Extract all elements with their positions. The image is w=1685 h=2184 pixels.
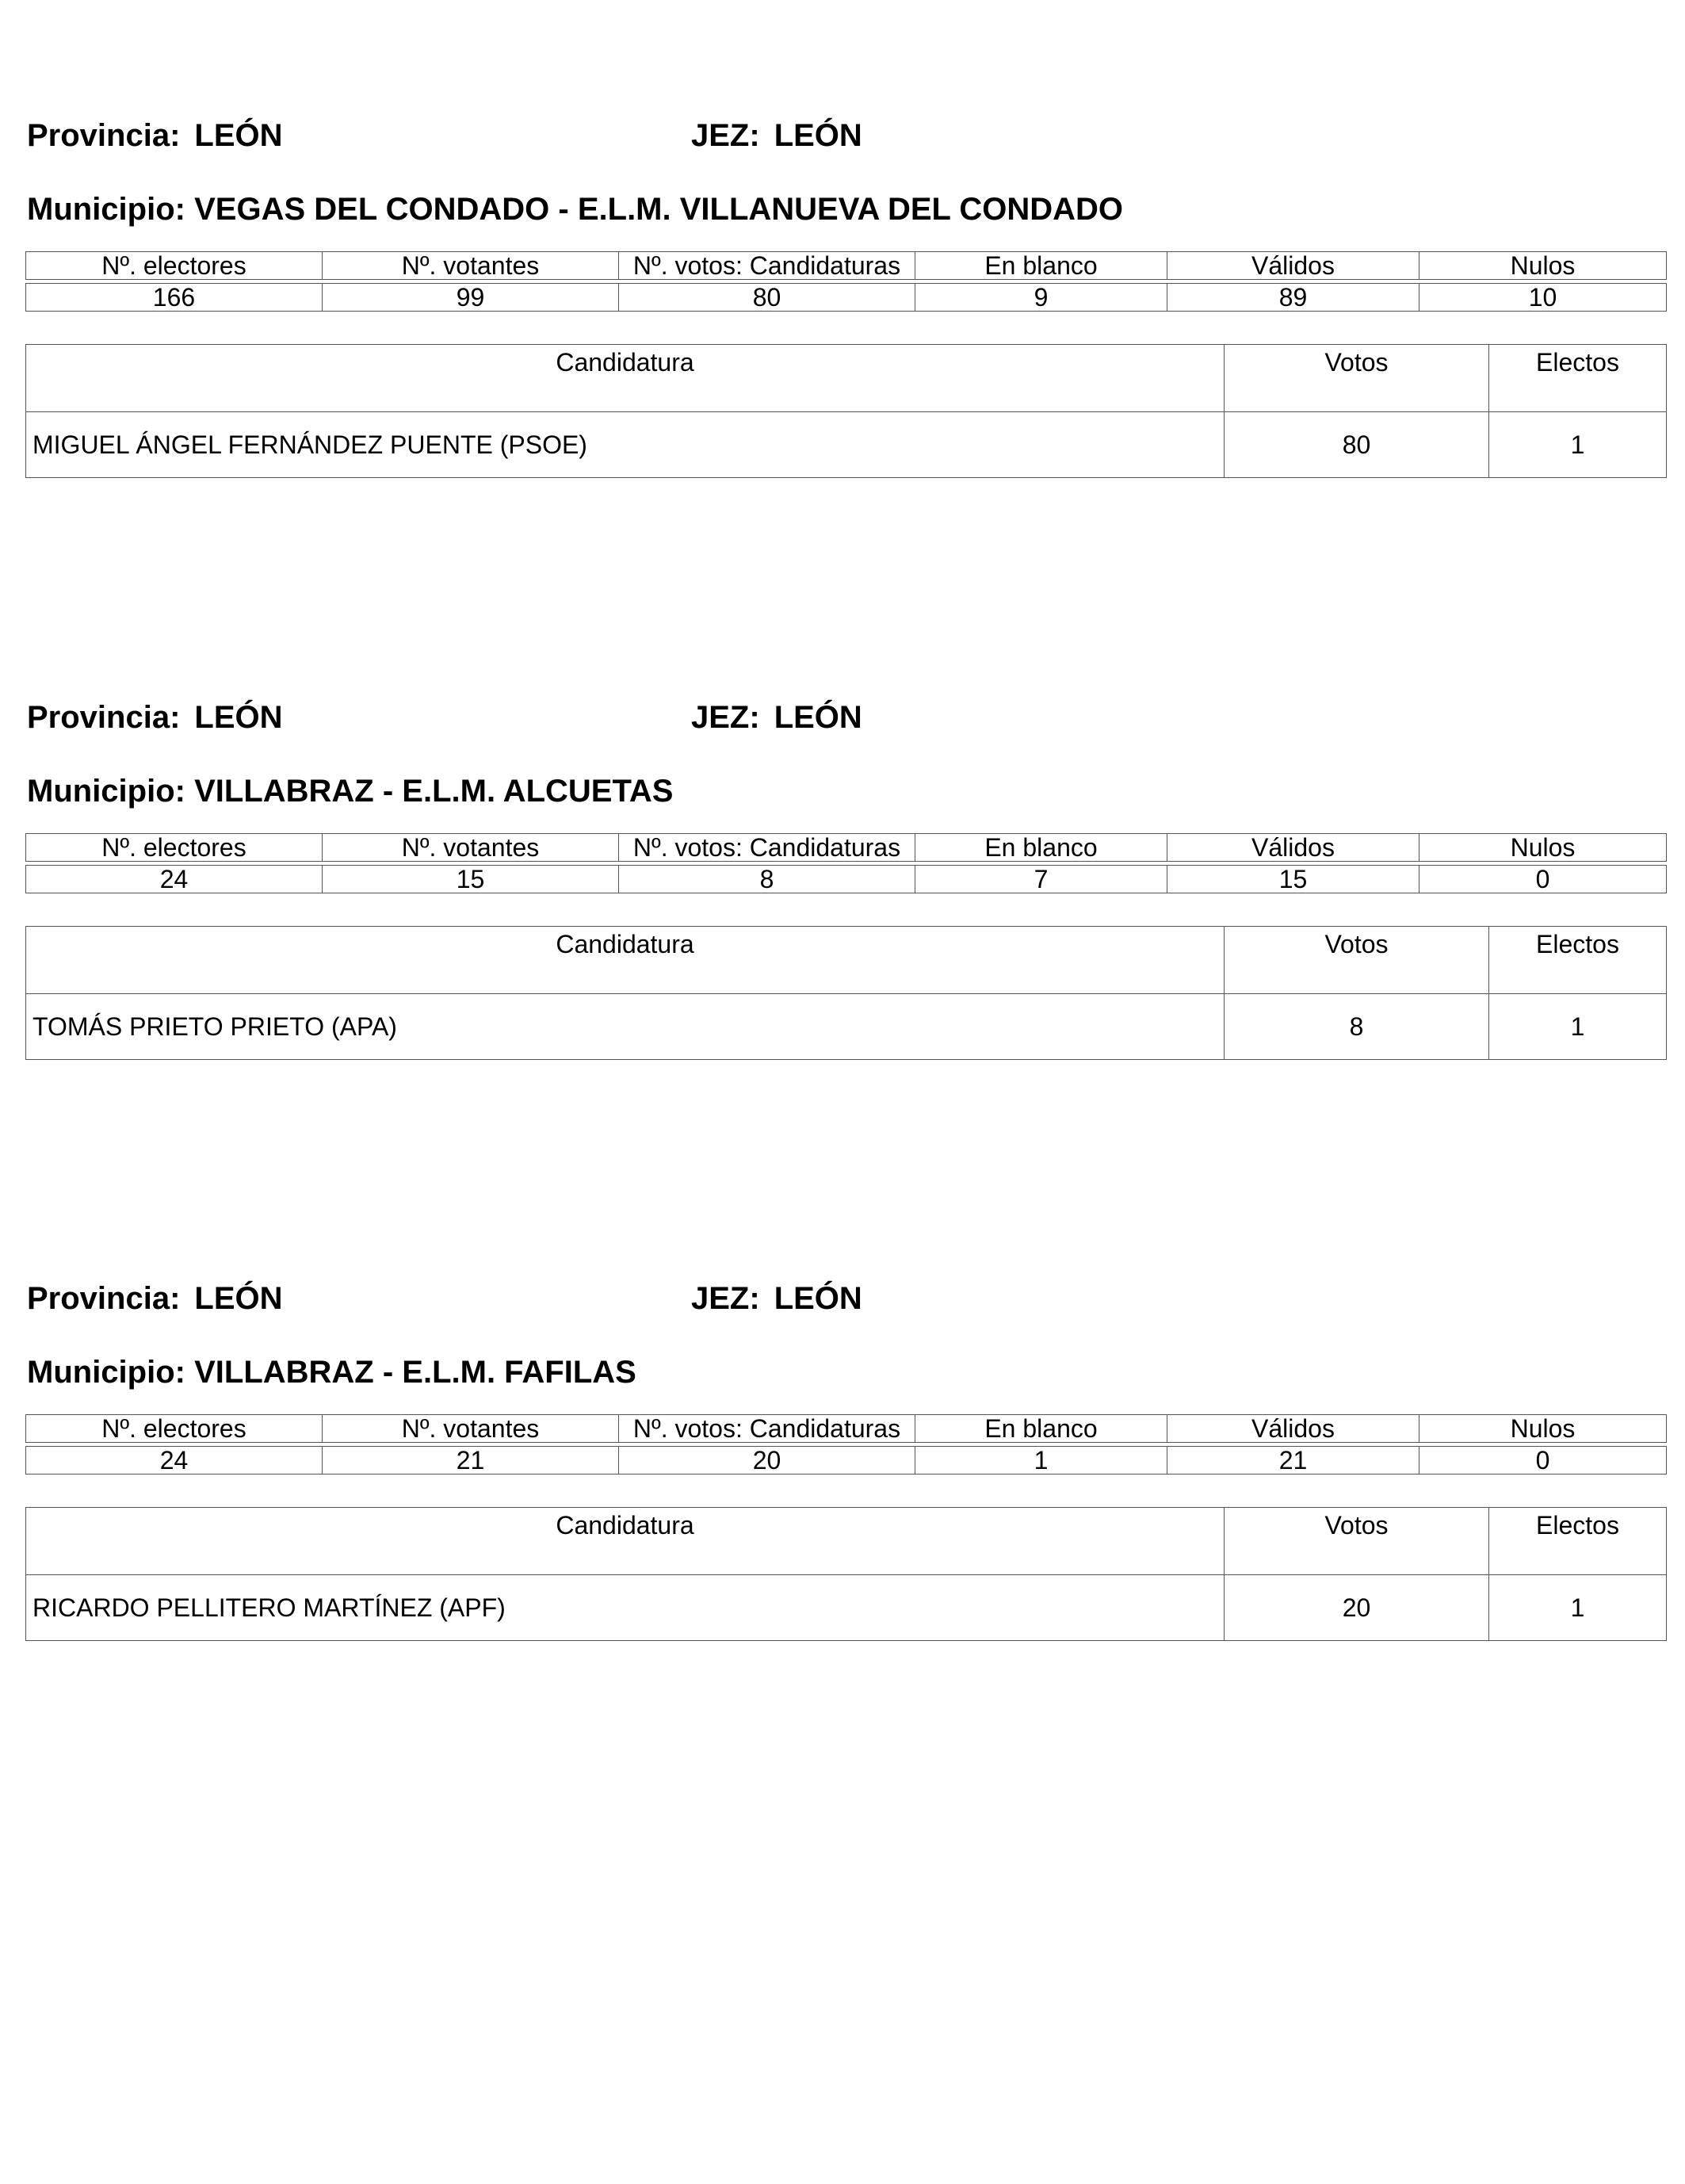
- stats-value-votos-candidaturas: 80: [619, 284, 915, 312]
- stats-header-nulos: Nulos: [1419, 1415, 1667, 1443]
- results-header-row: [26, 1508, 1667, 1575]
- candidate-electos: 1: [1489, 994, 1667, 1060]
- provincia-label: Provincia:: [27, 1281, 181, 1316]
- candidate-votos: 8: [1225, 994, 1489, 1060]
- stats-header-electores: Nº. electores: [26, 834, 323, 862]
- municipality-section-2: [25, 698, 1666, 1041]
- municipality-section-1: [25, 117, 1666, 459]
- stats-header-electores: Nº. electores: [26, 252, 323, 280]
- candidate-name: RICARDO PELLITERO MARTÍNEZ (APF): [26, 1575, 1225, 1641]
- stats-value-en-blanco: 7: [915, 866, 1167, 893]
- municipio-value: VILLABRAZ - E.L.M. ALCUETAS: [194, 774, 674, 809]
- stats-value-nulos: 10: [1419, 284, 1667, 312]
- stats-value-electores: 24: [26, 866, 323, 893]
- stats-value-validos: 21: [1167, 1447, 1419, 1474]
- jez-heading: [691, 117, 862, 155]
- municipio-heading: [27, 772, 674, 810]
- stats-value-validos: 89: [1167, 284, 1419, 312]
- stats-header-votos-candidaturas: Nº. votos: Candidaturas: [619, 252, 915, 280]
- stats-value-nulos: 0: [1419, 1447, 1667, 1474]
- stats-value-en-blanco: 1: [915, 1447, 1167, 1474]
- stats-value-votantes: 21: [323, 1447, 619, 1474]
- municipio-heading: [27, 190, 1123, 228]
- provincia-heading: [27, 117, 283, 155]
- candidate-row: [26, 994, 1667, 1060]
- jez-heading: [691, 1279, 862, 1318]
- stats-header-nulos: Nulos: [1419, 252, 1667, 280]
- results-header-votos: Votos: [1225, 1508, 1489, 1575]
- stats-value-nulos: 0: [1419, 866, 1667, 893]
- candidate-electos: 1: [1489, 1575, 1667, 1641]
- municipio-label: Municipio:: [27, 192, 185, 227]
- results-table: [25, 1507, 1667, 1641]
- stats-header-row: [26, 834, 1667, 862]
- provincia-label: Provincia:: [27, 118, 181, 153]
- results-header-electos: Electos: [1489, 345, 1667, 412]
- stats-header-electores: Nº. electores: [26, 1415, 323, 1443]
- stats-value-electores: 24: [26, 1447, 323, 1474]
- jez-value: LEÓN: [774, 700, 862, 735]
- stats-header-nulos: Nulos: [1419, 834, 1667, 862]
- stats-value-electores: 166: [26, 284, 323, 312]
- stats-table: [25, 251, 1667, 312]
- provincia-value: LEÓN: [194, 1281, 283, 1316]
- stats-header-votos-candidaturas: Nº. votos: Candidaturas: [619, 834, 915, 862]
- candidate-votos: 80: [1225, 412, 1489, 478]
- results-header-electos: Electos: [1489, 927, 1667, 994]
- stats-value-row: [26, 866, 1667, 893]
- stats-value-votos-candidaturas: 8: [619, 866, 915, 893]
- stats-header-row: [26, 1415, 1667, 1443]
- results-header-candidatura: Candidatura: [26, 927, 1225, 994]
- stats-value-row: [26, 284, 1667, 312]
- candidate-electos: 1: [1489, 412, 1667, 478]
- stats-header-votantes: Nº. votantes: [323, 252, 619, 280]
- jez-label: JEZ:: [691, 118, 760, 153]
- stats-value-row: [26, 1447, 1667, 1474]
- provincia-heading: [27, 698, 283, 736]
- results-header-votos: Votos: [1225, 345, 1489, 412]
- results-header-electos: Electos: [1489, 1508, 1667, 1575]
- results-header-candidatura: Candidatura: [26, 1508, 1225, 1575]
- stats-table: [25, 1414, 1667, 1474]
- provincia-value: LEÓN: [194, 700, 283, 735]
- provincia-heading: [27, 1279, 283, 1318]
- provincia-label: Provincia:: [27, 700, 181, 735]
- stats-value-votos-candidaturas: 20: [619, 1447, 915, 1474]
- candidate-name: TOMÁS PRIETO PRIETO (APA): [26, 994, 1225, 1060]
- jez-value: LEÓN: [774, 1281, 862, 1316]
- municipio-heading: [27, 1353, 636, 1391]
- stats-value-votantes: 15: [323, 866, 619, 893]
- stats-header-validos: Válidos: [1167, 252, 1419, 280]
- stats-header-en-blanco: En blanco: [915, 1415, 1167, 1443]
- candidate-name: MIGUEL ÁNGEL FERNÁNDEZ PUENTE (PSOE): [26, 412, 1225, 478]
- stats-value-votantes: 99: [323, 284, 619, 312]
- candidate-row: [26, 412, 1667, 478]
- stats-table: [25, 833, 1667, 893]
- results-table: [25, 344, 1667, 478]
- stats-value-validos: 15: [1167, 866, 1419, 893]
- stats-value-en-blanco: 9: [915, 284, 1167, 312]
- stats-header-votantes: Nº. votantes: [323, 834, 619, 862]
- stats-header-en-blanco: En blanco: [915, 834, 1167, 862]
- provincia-value: LEÓN: [194, 118, 283, 153]
- jez-value: LEÓN: [774, 118, 862, 153]
- municipio-value: VEGAS DEL CONDADO - E.L.M. VILLANUEVA DEL CONDADO: [194, 192, 1124, 227]
- results-header-candidatura: Candidatura: [26, 345, 1225, 412]
- jez-label: JEZ:: [691, 1281, 760, 1316]
- results-header-row: [26, 345, 1667, 412]
- candidate-row: [26, 1575, 1667, 1641]
- results-table: [25, 926, 1667, 1060]
- stats-header-validos: Válidos: [1167, 834, 1419, 862]
- municipality-section-3: [25, 1279, 1666, 1622]
- results-header-votos: Votos: [1225, 927, 1489, 994]
- jez-label: JEZ:: [691, 700, 760, 735]
- stats-header-votantes: Nº. votantes: [323, 1415, 619, 1443]
- jez-heading: [691, 698, 862, 736]
- stats-header-votos-candidaturas: Nº. votos: Candidaturas: [619, 1415, 915, 1443]
- results-header-row: [26, 927, 1667, 994]
- municipio-label: Municipio:: [27, 1355, 185, 1390]
- stats-header-row: [26, 252, 1667, 280]
- municipio-value: VILLABRAZ - E.L.M. FAFILAS: [194, 1355, 636, 1390]
- candidate-votos: 20: [1225, 1575, 1489, 1641]
- stats-header-validos: Válidos: [1167, 1415, 1419, 1443]
- stats-header-en-blanco: En blanco: [915, 252, 1167, 280]
- municipio-label: Municipio:: [27, 774, 185, 809]
